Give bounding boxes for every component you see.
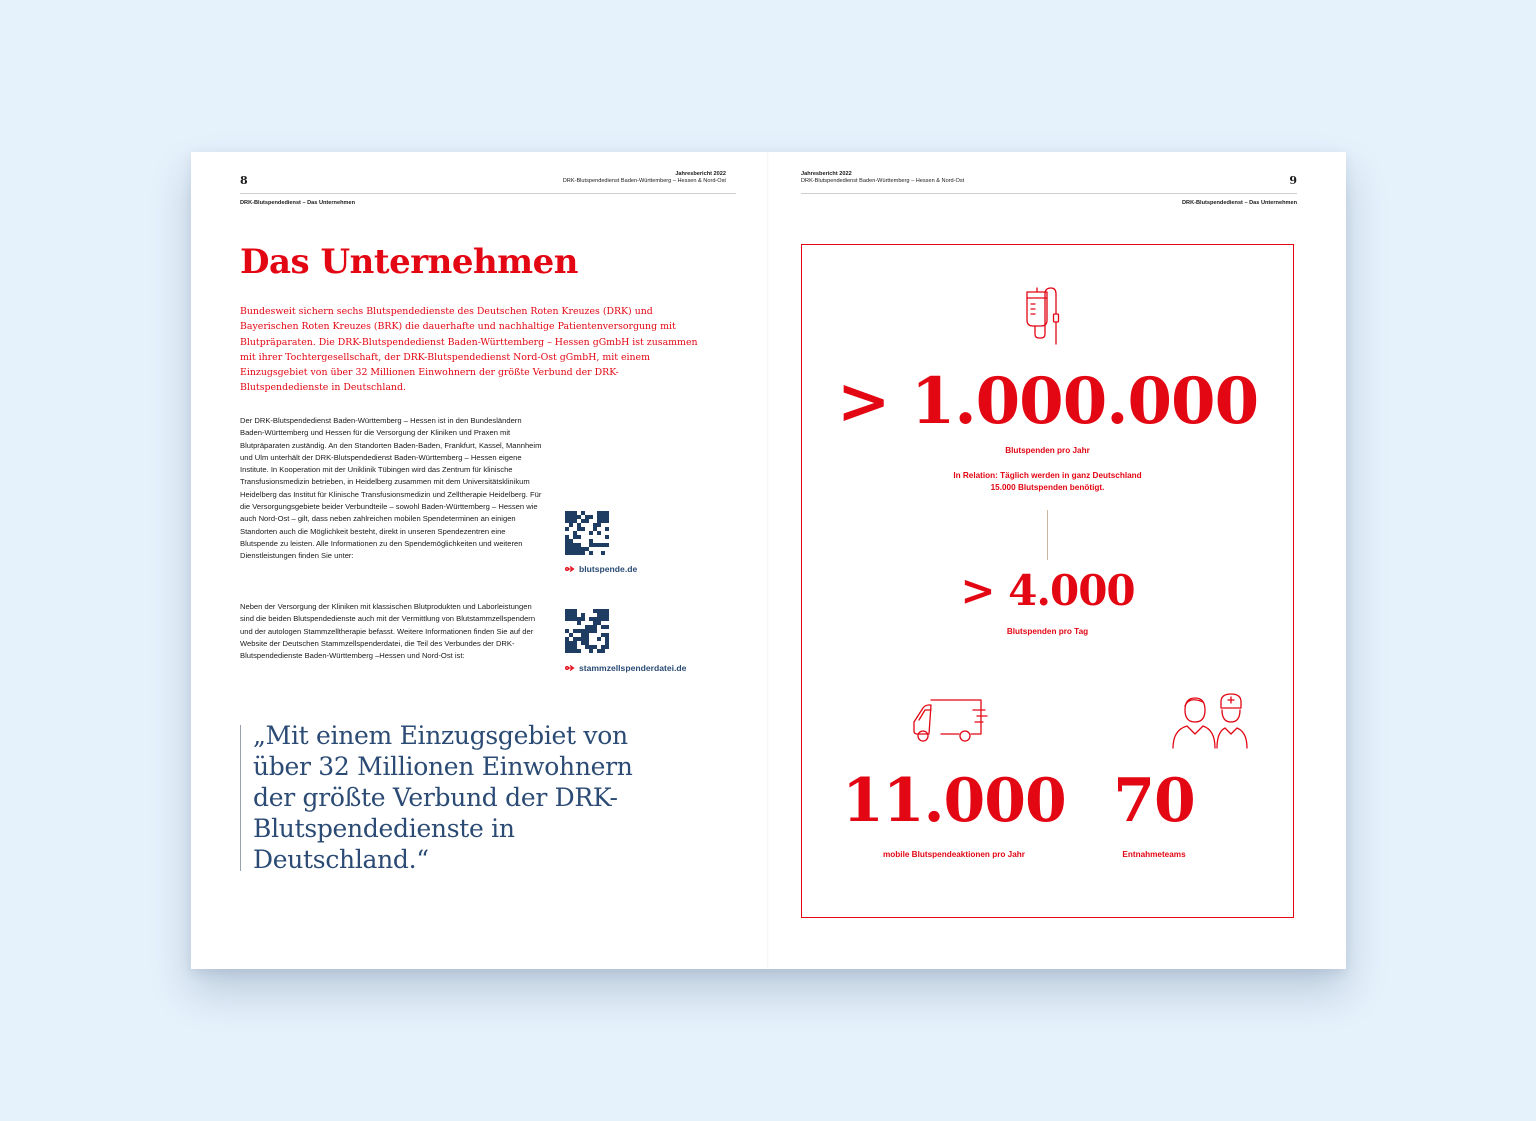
- link-label: stammzellspenderdatei.de: [579, 663, 687, 673]
- header-rule: [240, 193, 736, 194]
- stat-year-value: > 1.000.000: [836, 364, 1259, 439]
- body-paragraph-2: Neben der Versorgung der Kliniken mit klassischen Blutprodukten und Laborleistungen sind die beiden Blutspendedienste auch mit der Vermittlung von Blutstammzellspendern und der autologen Stammzelltherapie befasst. Weitere Informationen finden Sie auf der Website der Deutschen Stammzellspenderdatei, die Teil des Verbundes der DRK-Blutspendedienste Baden-Württemberg –Hessen und Nord-Ost ist:: [240, 602, 536, 661]
- stat-day-value: > 4.000: [960, 566, 1135, 615]
- relation-note: [801, 470, 1294, 495]
- page-number: 8: [240, 174, 248, 187]
- ambulance-icon: [911, 698, 989, 746]
- page-title: Das Unternehmen: [240, 242, 579, 282]
- section-label: DRK-Blutspendedienst – Das Unternehmen: [1182, 200, 1297, 206]
- running-header: [801, 171, 964, 184]
- stat-teams-value: 70: [1113, 766, 1195, 836]
- qr-code-stammzell[interactable]: [565, 609, 609, 653]
- report-title: Jahresbericht 2022: [675, 171, 726, 177]
- link-arrow-icon: [565, 664, 575, 672]
- page-number: 9: [1289, 174, 1297, 187]
- divider-line: [1047, 510, 1048, 560]
- stat-day-label: Blutspenden pro Tag: [1006, 627, 1089, 636]
- header-rule: [801, 193, 1297, 194]
- stat-mobile-label: mobile Blutspendeaktionen pro Jahr: [883, 850, 1025, 859]
- report-subtitle: DRK-Blutspendedienst Baden-Württemberg – Hessen & Nord-Ost: [801, 177, 965, 184]
- blood-bag-icon: [1019, 286, 1079, 346]
- report-title: Jahresbericht 2022: [801, 171, 852, 177]
- right-page: [769, 152, 1346, 969]
- report-subtitle: DRK-Blutspendedienst Baden-Württemberg – Hessen & Nord-Ost: [562, 177, 726, 184]
- qr-code-blutspende[interactable]: [565, 511, 609, 555]
- left-page: [191, 152, 768, 969]
- link-label: blutspende.de: [579, 564, 638, 574]
- link-arrow-icon: [565, 565, 575, 573]
- pull-quote: „Mit einem Einzugsgebiet von über 32 Millionen Einwohnern der größte Verbund der DRK-Blutspendedienste in Deutschland.“: [253, 721, 633, 874]
- stat-teams-label: Entnahmeteams: [1122, 850, 1186, 859]
- medical-staff-icon: [1169, 690, 1257, 752]
- section-label: DRK-Blutspendedienst – Das Unternehmen: [240, 200, 355, 206]
- brochure-spread: [191, 152, 1346, 969]
- running-header: [563, 171, 726, 184]
- quote-bar: [240, 725, 241, 871]
- stat-year-label: Blutspenden pro Jahr: [1005, 446, 1090, 455]
- relation-note-line-1: In Relation: Täglich werden in ganz Deutschland: [953, 471, 1142, 480]
- stammzellspenderdatei-link[interactable]: [565, 663, 686, 673]
- blutspende-link[interactable]: [565, 564, 637, 574]
- stat-mobile-value: 11.000: [842, 766, 1066, 836]
- relation-note-line-2: 15.000 Blutspenden benötigt.: [990, 483, 1105, 493]
- lead-paragraph: Bundesweit sichern sechs Blutspendedienste des Deutschen Roten Kreuzes (DRK) und Bayerischen Roten Kreuzes (BRK) die dauerhafte und nachhaltige Patientenversorgung mit Blutpräparaten. Die DRK-Blutspendedienst Baden-Württemberg – Hessen gGmbH ist zusammen mit ihrer Tochtergesellschaft, der DRK-Blutspendedienst Nord-Ost gGmbH, mit einem Einzugsgebiet von über 32 Millionen Einwohnern der größte Verbund der DRK-Blutspendedienste in Deutschland.: [240, 306, 698, 394]
- body-paragraph-1: Der DRK-Blutspendedienst Baden-Württemberg – Hessen ist in den Bundesländern Baden-Württemberg und Hessen für die Versorgung der Kliniken und Praxen mit Blutpräparaten zuständig. An den Standorten Baden-Baden, Frankfurt, Kassel, Mannheim und Ulm unterhält der DRK-Blutspendedienst Baden-Württemberg – Hessen eigene Institute. In Kooperation mit der Uniklinik Tübingen wird das Zentrum für klinische Transfusionsmedizin betrieben, in Heidelberg zusammen mit dem Universitätsklinikum Heidelberg das Institut für Klinische Transfusionsmedizin und Zelltherapie Heidelberg. Für die Versorgungsgebiete beider Verbundteile – sowohl Baden-Württemberg – Hessen wie auch Nord-Ost – gilt, dass neben zahlreichen mobilen Spendeterminen an einigen Standorten auch die Möglichkeit besteht, direkt in unseren Spendezentren eine Blutspende zu leisten. Alle Informationen zu den Spendemöglichkeiten und weiteren Dienstleistungen finden Sie unter:: [240, 416, 542, 561]
